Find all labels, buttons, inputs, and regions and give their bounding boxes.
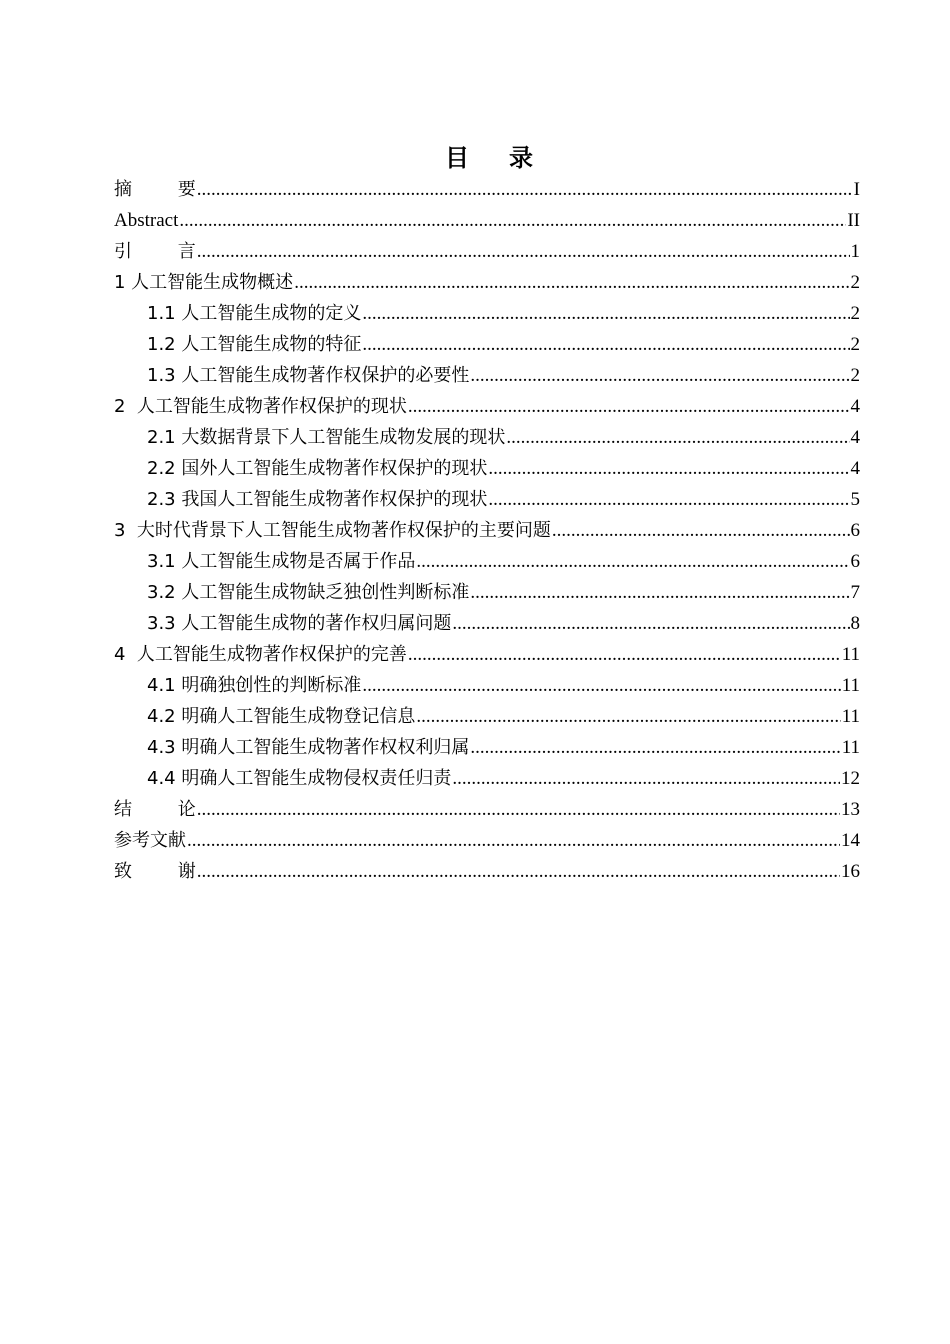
toc-entry-page: 11	[841, 675, 860, 696]
toc-dot-leader	[197, 236, 850, 267]
toc-entry-conclusion[interactable]	[114, 794, 860, 825]
toc-entry-page: 2	[850, 334, 860, 355]
toc-entry-label: 1.2 人工智能生成物的特征	[147, 334, 362, 355]
toc-title-char-2: 录	[509, 144, 533, 172]
toc-entry-page: 11	[841, 737, 860, 758]
toc-dot-leader	[362, 298, 849, 329]
toc-entry-page: 13	[841, 799, 860, 820]
toc-entry-label: Abstract	[114, 210, 179, 231]
toc-entry-label: 4.4 明确人工智能生成物侵权责任归责	[147, 768, 452, 789]
toc-entry-references[interactable]	[114, 825, 860, 856]
toc-entry-label: 致 谢	[114, 861, 196, 882]
toc-entry-chapter-2[interactable]	[114, 391, 860, 422]
toc-entry-label: 3.2 人工智能生成物缺乏独创性判断标准	[147, 582, 470, 603]
toc-entry-introduction[interactable]	[114, 236, 860, 267]
toc-title	[0, 140, 950, 176]
toc-entry-page: 6	[850, 520, 860, 541]
toc-entry-page: 4	[850, 396, 860, 417]
toc-entry-section-4-4[interactable]	[114, 763, 860, 794]
toc-dot-leader	[506, 422, 849, 453]
toc-entry-page: 11	[841, 706, 860, 727]
toc-dot-leader	[452, 763, 840, 794]
toc-entry-label: 4.3 明确人工智能生成物著作权权利归属	[147, 737, 470, 758]
toc-dot-leader	[488, 453, 849, 484]
toc-entry-section-1-1[interactable]	[114, 298, 860, 329]
toc-entry-page: I	[853, 179, 860, 200]
toc-entry-section-4-1[interactable]	[114, 670, 860, 701]
toc-entry-page: 12	[841, 768, 860, 789]
toc-entry-page: 1	[850, 241, 860, 262]
toc-dot-leader	[452, 608, 849, 639]
toc-dot-leader	[416, 546, 849, 577]
toc-entry-label: 2.1 大数据背景下人工智能生成物发展的现状	[147, 427, 506, 448]
toc-dot-leader	[362, 670, 840, 701]
toc-dot-leader	[488, 484, 849, 515]
toc-dot-leader	[470, 577, 849, 608]
toc-entry-label: 3 大时代背景下人工智能生成物著作权保护的主要问题	[114, 520, 551, 541]
toc-entry-label: 2.3 我国人工智能生成物著作权保护的现状	[147, 489, 488, 510]
toc-entry-label: 结 论	[114, 799, 196, 820]
toc-dot-leader	[408, 391, 850, 422]
toc-entry-page: 2	[850, 303, 860, 324]
toc-dot-leader	[187, 825, 840, 856]
toc-entry-label: 参考文献	[114, 830, 186, 851]
toc-dot-leader	[416, 701, 840, 732]
table-of-contents	[114, 174, 860, 887]
toc-entry-page: 2	[850, 272, 860, 293]
toc-entry-label: 4.2 明确人工智能生成物登记信息	[147, 706, 416, 727]
toc-dot-leader	[294, 267, 849, 298]
toc-entry-label: 引 言	[114, 241, 196, 262]
toc-entry-label: 4 人工智能生成物著作权保护的完善	[114, 644, 407, 665]
toc-dot-leader	[179, 205, 846, 236]
toc-title-char-1: 目	[445, 144, 469, 172]
toc-entry-section-4-2[interactable]	[114, 701, 860, 732]
toc-entry-page: 8	[850, 613, 860, 634]
toc-entry-label: 4.1 明确独创性的判断标准	[147, 675, 362, 696]
toc-entry-section-2-3[interactable]	[114, 484, 860, 515]
toc-dot-leader	[470, 360, 849, 391]
toc-entry-chapter-4[interactable]	[114, 639, 860, 670]
toc-entry-page: 5	[850, 489, 860, 510]
toc-entry-page: 4	[850, 458, 860, 479]
toc-entry-label: 1.1 人工智能生成物的定义	[147, 303, 362, 324]
toc-entry-label: 1.3 人工智能生成物著作权保护的必要性	[147, 365, 470, 386]
toc-dot-leader	[197, 174, 853, 205]
toc-entry-page: 11	[841, 644, 860, 665]
toc-entry-acknowledgements[interactable]	[114, 856, 860, 887]
toc-entry-section-3-1[interactable]	[114, 546, 860, 577]
toc-dot-leader	[197, 856, 840, 887]
toc-entry-label: 2.2 国外人工智能生成物著作权保护的现状	[147, 458, 488, 479]
toc-entry-abstract-en[interactable]	[114, 205, 860, 236]
toc-entry-page: 7	[850, 582, 860, 603]
toc-entry-label: 2 人工智能生成物著作权保护的现状	[114, 396, 407, 417]
toc-entry-section-2-1[interactable]	[114, 422, 860, 453]
toc-entry-label: 3.3 人工智能生成物的著作权归属问题	[147, 613, 452, 634]
toc-entry-section-2-2[interactable]	[114, 453, 860, 484]
toc-dot-leader	[362, 329, 849, 360]
toc-entry-section-3-3[interactable]	[114, 608, 860, 639]
toc-entry-chapter-3[interactable]	[114, 515, 860, 546]
toc-entry-label: 3.1 人工智能生成物是否属于作品	[147, 551, 416, 572]
toc-entry-chapter-1[interactable]	[114, 267, 860, 298]
toc-entry-section-1-3[interactable]	[114, 360, 860, 391]
toc-entry-page: 16	[841, 861, 860, 882]
toc-entry-page: 14	[841, 830, 860, 851]
toc-entry-page: 4	[850, 427, 860, 448]
toc-entry-page: 2	[850, 365, 860, 386]
toc-entry-section-1-2[interactable]	[114, 329, 860, 360]
toc-dot-leader	[197, 794, 840, 825]
toc-entry-section-3-2[interactable]	[114, 577, 860, 608]
toc-entry-label: 摘 要	[114, 179, 196, 200]
toc-dot-leader	[470, 732, 840, 763]
toc-entry-label: 1 人工智能生成物概述	[114, 272, 294, 293]
toc-dot-leader	[408, 639, 841, 670]
toc-dot-leader	[552, 515, 850, 546]
toc-entry-abstract-cn[interactable]	[114, 174, 860, 205]
toc-entry-page: II	[847, 210, 860, 231]
toc-entry-page: 6	[850, 551, 860, 572]
toc-entry-section-4-3[interactable]	[114, 732, 860, 763]
